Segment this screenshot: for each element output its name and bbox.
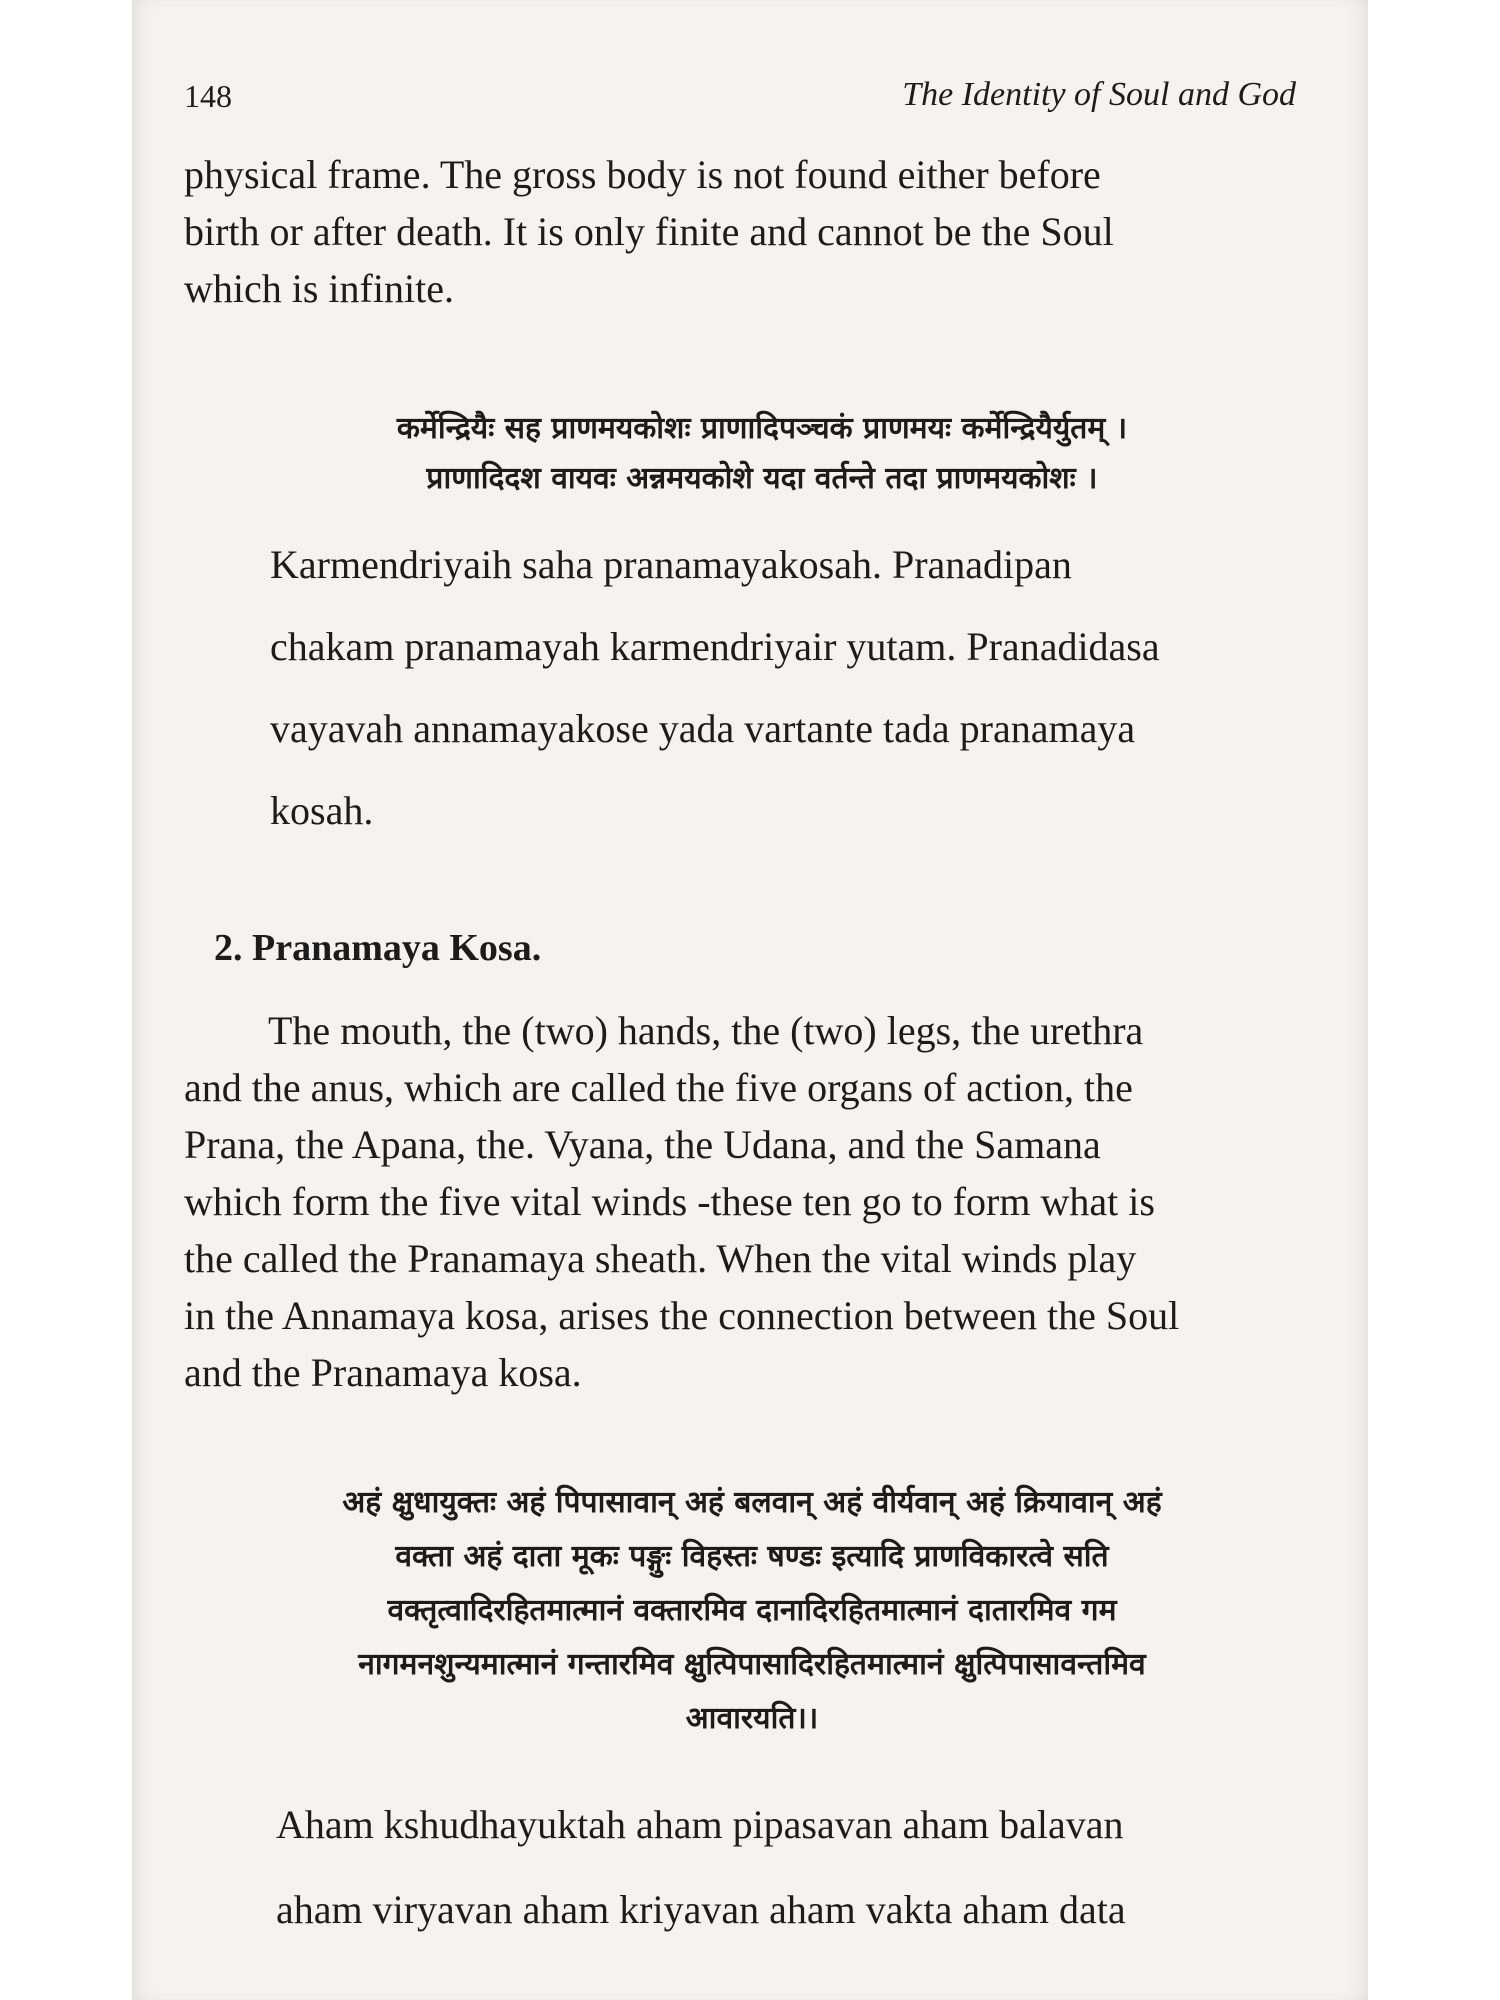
book-page <box>132 0 1368 2000</box>
text-line: in the Annamaya kosa, arises the connection between the Soul <box>184 1293 1180 1338</box>
text-line: birth or after death. It is only finite and cannot be the Soul <box>184 209 1114 254</box>
sanskrit-line: वक्ता अहं दाता मूकः पङ्गुः विहस्तः षण्डः इत्यादि प्राणविकारत्वे सति <box>395 1539 1109 1574</box>
text-line: which form the five vital winds -these ten go to form what is <box>184 1179 1155 1224</box>
sanskrit-line: अहं क्षुधायुक्तः अहं पिपासावान् अहं बलवान् अहं वीर्यवान् अहं क्रियावान् अहं <box>342 1485 1162 1520</box>
text-line: Prana, the Apana, the. Vyana, the Udana, and the Samana <box>184 1122 1101 1167</box>
sanskrit-line: प्राणादिदश वायवः अन्नमयकोशे यदा वर्तन्ते तदा प्राणमयकोशः । <box>426 461 1098 496</box>
text-line: chakam pranamayah karmendriyair yutam. Pranadidasa <box>270 624 1160 669</box>
text-line: The mouth, the (two) hands, the (two) legs, the urethra <box>268 1008 1144 1053</box>
text-line: Karmendriyaih saha pranamayakosah. Pranadipan <box>270 542 1072 587</box>
text-line: vayavah annamayakose yada vartante tada pranamaya <box>270 706 1136 751</box>
text-line: aham viryavan aham kriyavan aham vakta aham data <box>276 1887 1126 1932</box>
text-line: and the Pranamaya kosa. <box>184 1350 582 1395</box>
sanskrit-line: आवारयति।। <box>685 1701 819 1736</box>
text-line: the called the Pranamaya sheath. When the vital winds play <box>184 1236 1137 1281</box>
sanskrit-line: वक्तृत्वादिरहितमात्मानं वक्तारमिव दानादिरहितमात्मानं दातारमिव गम <box>387 1593 1117 1628</box>
text-line: which is infinite. <box>184 266 454 311</box>
text-line: Aham kshudhayuktah aham pipasavan aham balavan <box>276 1802 1124 1847</box>
sanskrit-line: कर्मेन्द्रियैः सह प्राणमयकोशः प्राणादिपञ्चकं प्राणमयः कर्मेन्द्रियैर्युतम् । <box>396 411 1128 446</box>
section-heading: 2. Pranamaya Kosa. <box>214 927 542 969</box>
running-title: The Identity of Soul and God <box>902 76 1296 113</box>
sanskrit-line: नागमनशुन्यमात्मानं गन्तारमिव क्षुत्पिपासादिरहितमात्मानं क्षुत्पिपासावन्तमिव <box>358 1647 1146 1682</box>
text-line: physical frame. The gross body is not found either before <box>184 152 1101 197</box>
text-line: kosah. <box>270 788 374 833</box>
text-line: and the anus, which are called the five organs of action, the <box>184 1065 1133 1110</box>
page-number: 148 <box>184 78 232 114</box>
